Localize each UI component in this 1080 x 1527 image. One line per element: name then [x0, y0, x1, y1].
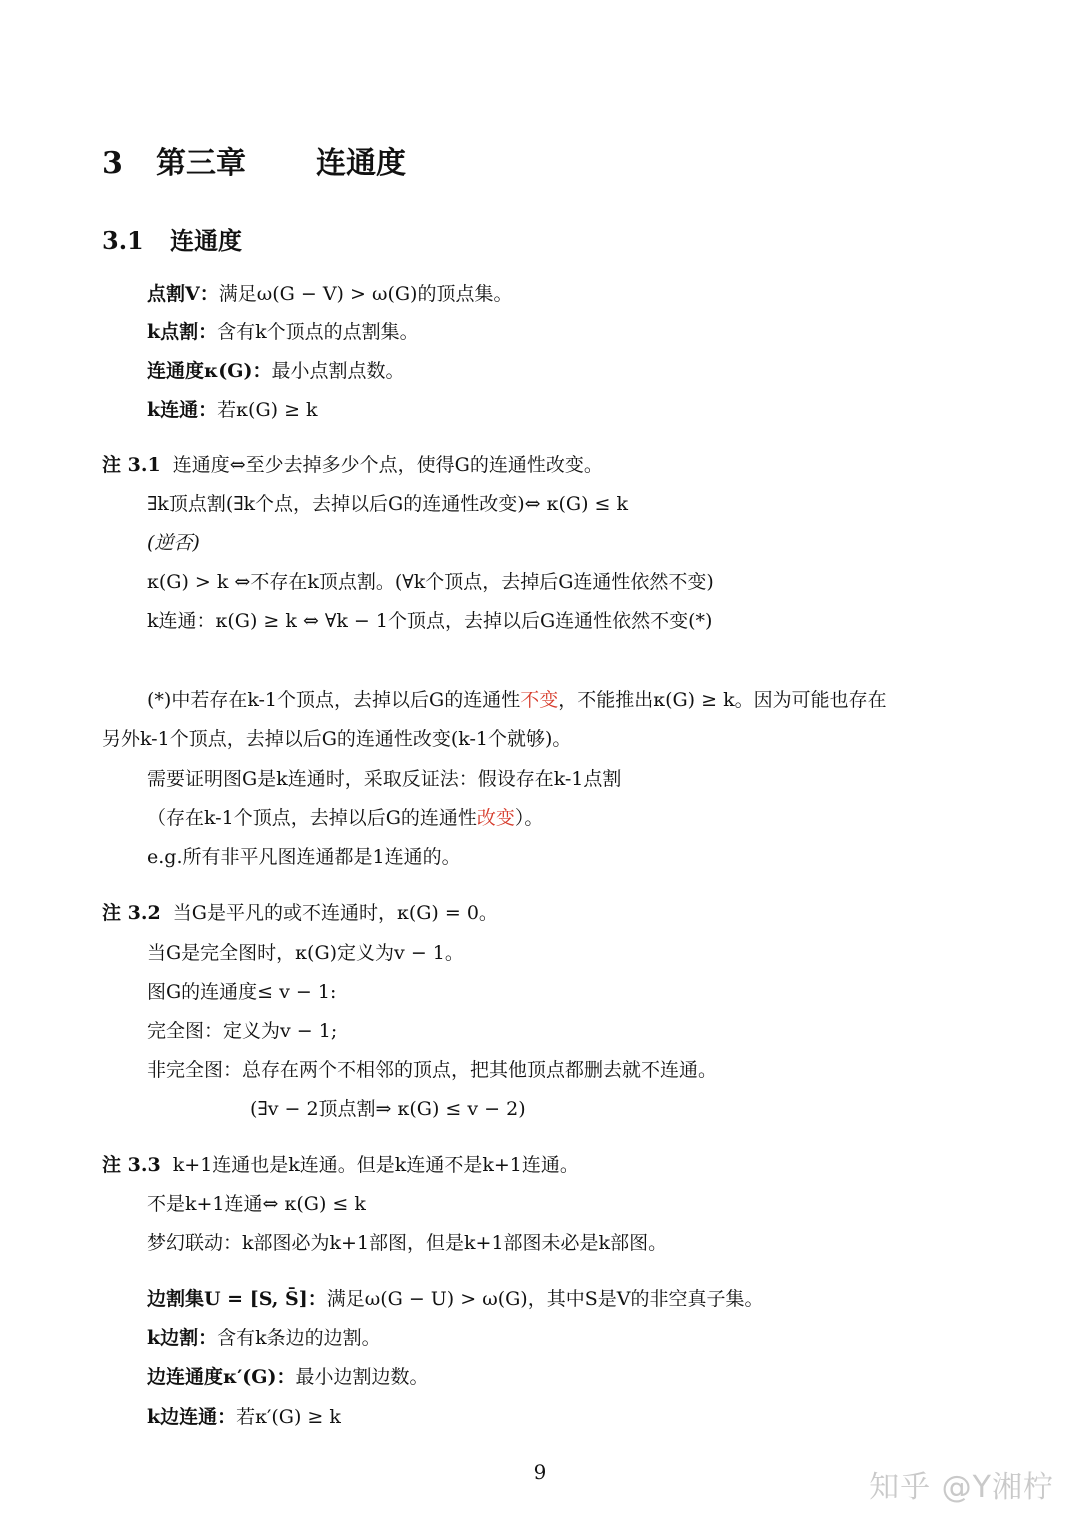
paragraph-text: ，不能推出κ(G) ≥ k。因为可能也存在: [558, 689, 887, 711]
definition-term: 连通度κ(G)：: [147, 360, 272, 382]
note-line: ∃k顶点割(∃k个点，去掉以后G的连通性改变)⇔ κ(G) ≤ k: [147, 493, 628, 515]
chapter-number: 3: [102, 146, 123, 181]
highlight-text: 不变: [520, 689, 559, 711]
definition-line: [147, 1287, 763, 1311]
note-label: 注 3.3: [102, 1154, 161, 1176]
note-paragraph: [147, 806, 543, 830]
note-3-1-head: [102, 453, 603, 477]
chapter-heading: [102, 138, 406, 182]
paragraph-text: （存在k-1个顶点，去掉以后G的连通性: [147, 807, 477, 829]
definition-text: 若κ(G) ≥ k: [217, 399, 318, 421]
paragraph-text: (*)中若存在k-1个顶点，去掉以后G的连通性: [147, 689, 521, 711]
definition-term: 边连通度κ′(G)：: [147, 1366, 296, 1388]
note-text: 当G是平凡的或不连通时，κ(G) = 0。: [172, 902, 498, 924]
note-line: k连通：κ(G) ≥ k ⇔ ∀k − 1个顶点，去掉以后G连通性依然不变(*): [147, 610, 713, 632]
definition-line: [147, 1365, 428, 1389]
note-line: 非完全图：总存在两个不相邻的顶点，把其他顶点都删去就不连通。: [147, 1059, 718, 1081]
section-heading: [102, 221, 242, 256]
note-text: 连通度⇔至少去掉多少个点，使得G的连通性改变。: [172, 454, 603, 476]
chapter-title-b: 连通度: [316, 146, 406, 181]
note-text: k+1连通也是k连通。但是k连通不是k+1连通。: [172, 1154, 579, 1176]
note-paragraph: e.g.所有非平凡图连通都是1连通的。: [147, 846, 461, 868]
definition-term: 点割V：: [147, 283, 219, 305]
definition-line: [147, 1326, 381, 1350]
chapter-title-a: 第三章: [156, 146, 246, 181]
paragraph-text: ）。: [514, 807, 544, 829]
definition-line: [147, 359, 404, 383]
definition-text: 满足ω(G − V) > ω(G)的顶点集。: [218, 283, 513, 305]
definition-text: 含有k条边的边割。: [217, 1327, 381, 1349]
watermark: 知乎 @Y湘柠: [869, 1470, 1054, 1505]
definition-text: 最小点割点数。: [271, 360, 405, 382]
section-title: 连通度: [170, 226, 242, 255]
note-line: 图G的连通度≤ v − 1:: [147, 981, 337, 1003]
definition-text: 若κ′(G) ≥ k: [236, 1406, 341, 1428]
definition-line: [147, 1405, 341, 1429]
note-paragraph: 另外k-1个顶点，去掉以后G的连通性改变(k-1个就够)。: [102, 728, 572, 750]
definition-line: [147, 320, 419, 344]
definition-term: k连通：: [147, 399, 218, 421]
definition-line: [147, 398, 318, 422]
note-line: 完全图：定义为v − 1;: [147, 1020, 338, 1042]
definition-term: k边连通：: [147, 1406, 237, 1428]
note-line: 梦幻联动：k部图必为k+1部图，但是k+1部图未必是k部图。: [147, 1232, 668, 1254]
note-paragraph: [147, 688, 887, 712]
definition-text: 含有k个顶点的点割集。: [217, 321, 419, 343]
note-line: (逆否): [147, 532, 200, 554]
definition-line: [147, 282, 512, 306]
note-line-indented: (∃v − 2顶点割⇒ κ(G) ≤ v − 2): [250, 1098, 526, 1120]
definition-text: 最小边割边数。: [295, 1366, 429, 1388]
definition-text: 满足ω(G − U) > ω(G)，其中S是V的非空真子集。: [326, 1288, 764, 1310]
note-3-3-head: [102, 1153, 579, 1177]
note-line: κ(G) > k ⇔不存在k顶点割。(∀k个顶点，去掉后G连通性依然不变): [147, 571, 714, 593]
note-3-2-head: [102, 901, 498, 925]
note-line: 当G是完全图时，κ(G)定义为v − 1。: [147, 942, 464, 964]
page-number: 9: [533, 1460, 547, 1484]
note-paragraph: 需要证明图G是k连通时，采取反证法：假设存在k-1点割: [147, 768, 622, 790]
definition-term: 边割集U = [S, S̄]：: [147, 1288, 327, 1310]
definition-term: k边割：: [147, 1327, 218, 1349]
section-number: 3.1: [102, 226, 144, 255]
definition-term: k点割：: [147, 321, 218, 343]
note-label: 注 3.1: [102, 454, 161, 476]
highlight-text: 改变: [476, 807, 515, 829]
note-line: 不是k+1连通⇔ κ(G) ≤ k: [147, 1193, 366, 1215]
note-label: 注 3.2: [102, 902, 161, 924]
